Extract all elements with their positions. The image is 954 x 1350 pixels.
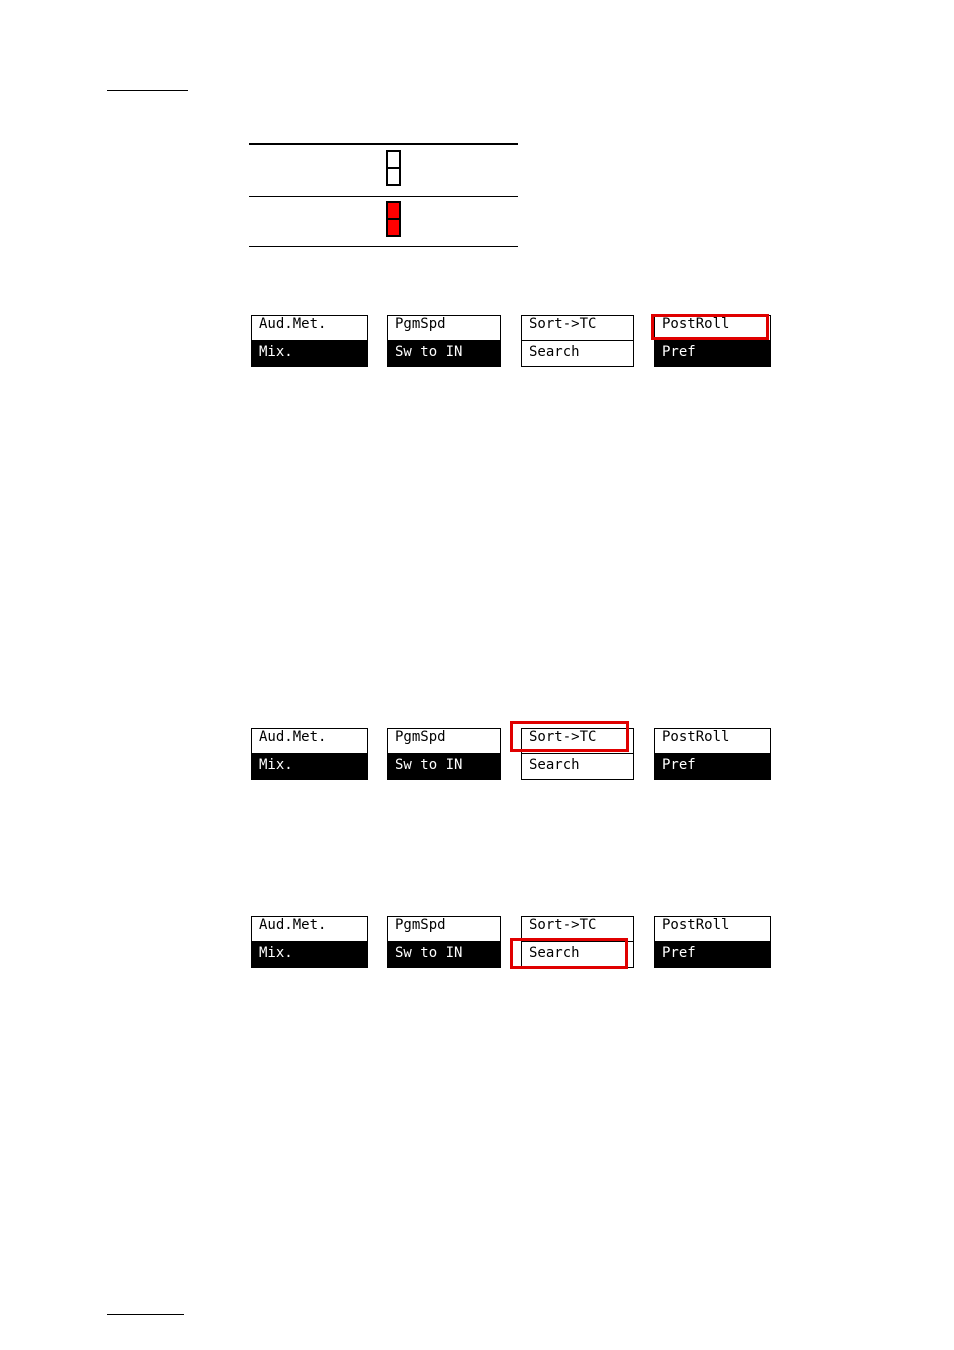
table-top-border [249,143,518,145]
key-aud-met[interactable]: Aud.Met. [251,315,368,341]
key-postroll[interactable]: PostRoll [654,315,771,341]
key-sort-tc[interactable]: Sort->TC [521,315,634,341]
key-postroll[interactable]: PostRoll [654,728,771,754]
key-search[interactable]: Search [521,941,634,968]
key-aud-met[interactable]: Aud.Met. [251,728,368,754]
table-bottom-border [249,246,518,247]
key-pref[interactable]: Pref [654,340,771,367]
highlight-sort-tc [510,721,629,752]
key-postroll[interactable]: PostRoll [654,916,771,942]
header-rule [107,90,188,91]
key-mix[interactable]: Mix. [251,941,368,968]
footer-rule [107,1314,184,1315]
highlight-search [510,938,628,969]
key-pref[interactable]: Pref [654,753,771,780]
key-search[interactable]: Search [521,753,634,780]
key-pgmspd[interactable]: PgmSpd [387,315,501,341]
softkey-menu-sort-tc [251,728,771,780]
led-on-icon [386,201,401,237]
key-mix[interactable]: Mix. [251,340,368,367]
key-search[interactable]: Search [521,340,634,367]
table-row-divider [249,196,518,197]
highlight-postroll [651,314,769,340]
key-sw-to-in[interactable]: Sw to IN [387,753,501,780]
led-status-table [249,143,518,247]
led-off-icon [386,150,401,186]
key-pref[interactable]: Pref [654,941,771,968]
key-sw-to-in[interactable]: Sw to IN [387,941,501,968]
key-pgmspd[interactable]: PgmSpd [387,916,501,942]
softkey-menu-postroll [251,315,771,367]
key-sw-to-in[interactable]: Sw to IN [387,340,501,367]
key-pgmspd[interactable]: PgmSpd [387,728,501,754]
key-aud-met[interactable]: Aud.Met. [251,916,368,942]
key-sort-tc[interactable]: Sort->TC [521,728,634,754]
key-mix[interactable]: Mix. [251,753,368,780]
key-sort-tc[interactable]: Sort->TC [521,916,634,942]
softkey-menu-search [251,916,771,968]
